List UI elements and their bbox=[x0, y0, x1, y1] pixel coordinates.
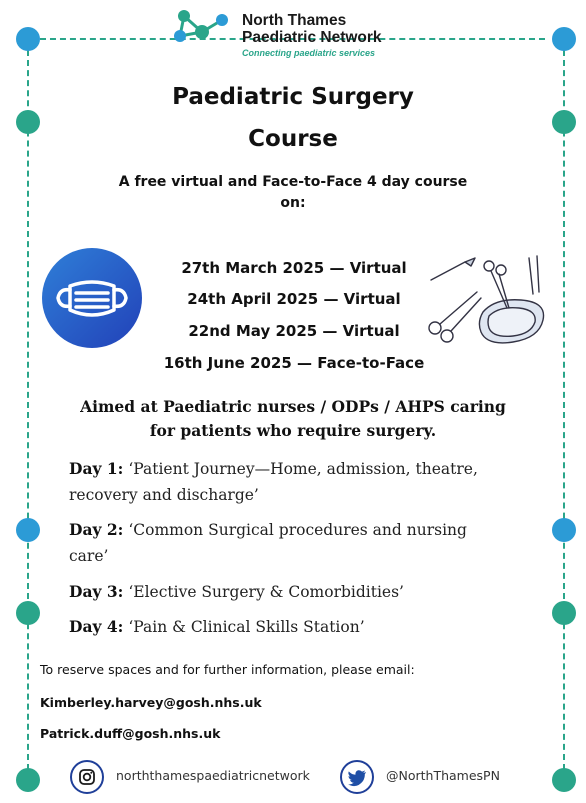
instagram-handle[interactable]: norththamespaediatricnetwork bbox=[116, 768, 310, 783]
day-text: ‘Patient Journey—Home, admission, theatre, bbox=[123, 460, 478, 478]
day-item-continuation: recovery and discharge’ bbox=[69, 486, 259, 504]
course-title-line1: Paediatric Surgery bbox=[172, 84, 414, 110]
day-label: Day 4: bbox=[69, 617, 124, 636]
day-item bbox=[69, 517, 549, 543]
subtitle-line1: A free virtual and Face-to-Face 4 day course bbox=[118, 174, 468, 190]
day-label: Day 3: bbox=[69, 582, 124, 601]
border-dot bbox=[16, 601, 40, 625]
day-text: ‘Common Surgical procedures and nursing bbox=[123, 521, 467, 539]
day-label: Day 2: bbox=[69, 520, 124, 539]
border-dot bbox=[552, 601, 576, 625]
left-border-line bbox=[27, 50, 29, 770]
logo-name-line2: Paediatric Network bbox=[242, 29, 382, 46]
face-mask-icon bbox=[42, 248, 142, 348]
right-border-line bbox=[563, 50, 565, 770]
day-item bbox=[69, 456, 549, 482]
day-label: Day 1: bbox=[69, 459, 124, 478]
email-link[interactable]: Patrick.duff@gosh.nhs.uk bbox=[40, 726, 221, 741]
corner-dot bbox=[16, 768, 40, 792]
corner-dot bbox=[16, 27, 40, 51]
day-text: ‘Elective Surgery & Comorbidities’ bbox=[123, 583, 404, 601]
audience-line1: Aimed at Paediatric nurses / ODPs / AHPS caring bbox=[80, 397, 506, 416]
contact-text: To reserve spaces and for further information, please email: bbox=[40, 662, 415, 677]
network-nodes-logo-icon bbox=[172, 8, 236, 48]
surgical-instruments-icon bbox=[425, 250, 550, 360]
subtitle-line2: on: bbox=[280, 195, 306, 211]
course-date: 27th March 2025 — Virtual bbox=[181, 259, 407, 277]
course-title-line2: Course bbox=[248, 126, 338, 152]
course-date: 16th June 2025 — Face-to-Face bbox=[163, 354, 425, 372]
twitter-icon[interactable] bbox=[340, 760, 374, 794]
day-item bbox=[69, 579, 549, 605]
day-item-continuation: care’ bbox=[69, 547, 109, 565]
course-date: 24th April 2025 — Virtual bbox=[187, 290, 401, 308]
border-dot bbox=[552, 518, 576, 542]
corner-dot bbox=[552, 768, 576, 792]
email-link[interactable]: Kimberley.harvey@gosh.nhs.uk bbox=[40, 695, 262, 710]
border-dot bbox=[16, 518, 40, 542]
network-logo bbox=[172, 6, 402, 68]
twitter-handle[interactable]: @NorthThamesPN bbox=[386, 768, 500, 783]
audience-line2: for patients who require surgery. bbox=[149, 421, 437, 440]
instagram-icon[interactable] bbox=[70, 760, 104, 794]
day-text: ‘Pain & Clinical Skills Station’ bbox=[123, 618, 365, 636]
logo-tagline: Connecting paediatric services bbox=[242, 48, 376, 58]
corner-dot bbox=[552, 27, 576, 51]
course-date: 22nd May 2025 — Virtual bbox=[188, 322, 400, 340]
logo-name-line1: North Thames bbox=[242, 12, 347, 29]
day-item bbox=[69, 614, 549, 640]
